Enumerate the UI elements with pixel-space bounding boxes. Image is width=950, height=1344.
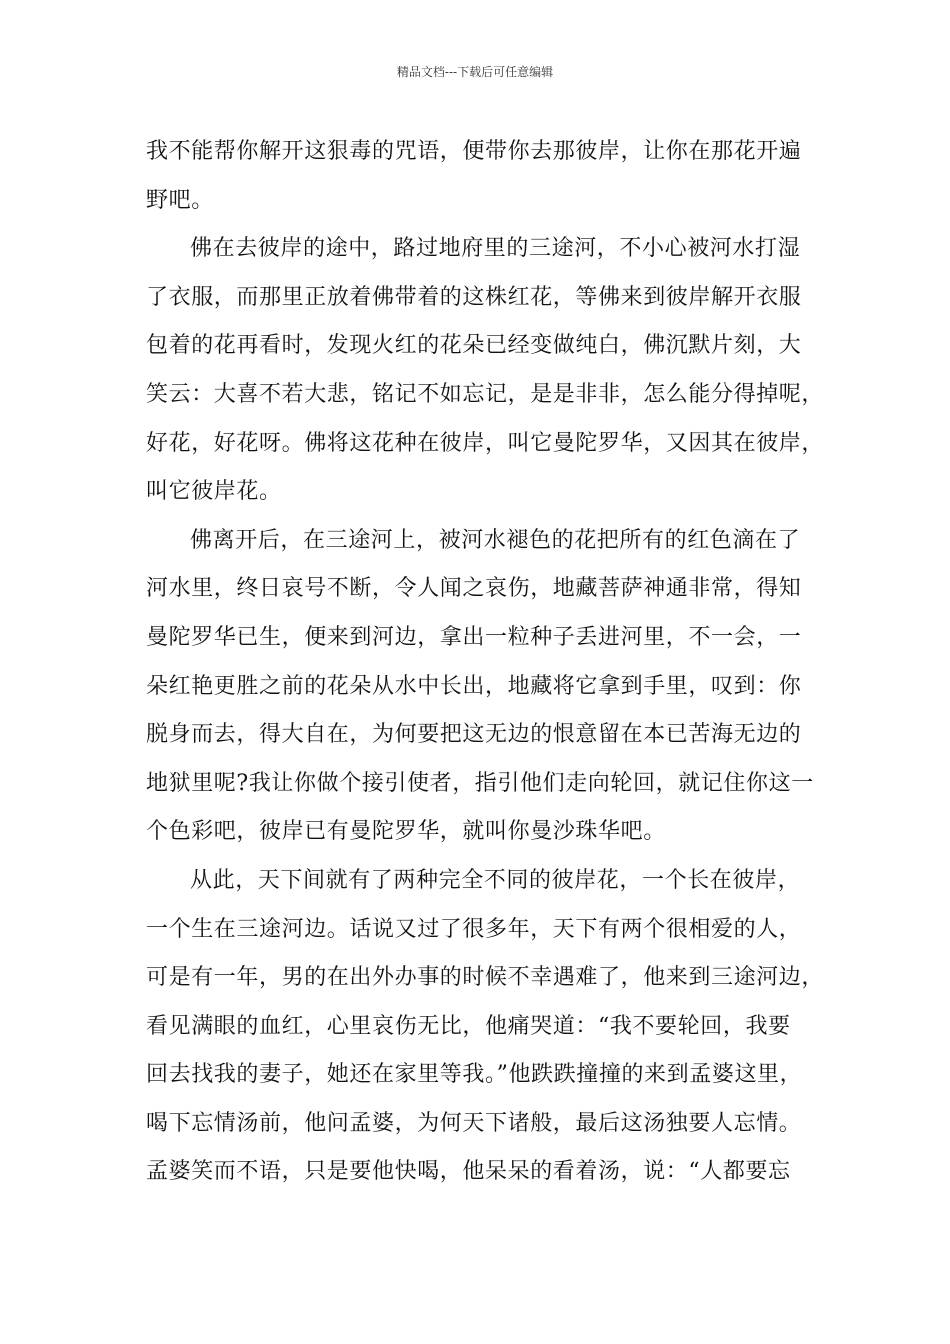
text-line-19: 看见满眼的血红，心里哀伤无比，他痛哭道：“我不要轮回，我要	[146, 1013, 791, 1039]
text-line-7: 好花，好花呀。佛将这花种在彼岸，叫它曼陀罗华，又因其在彼岸，	[146, 430, 825, 456]
text-line-2: 野吧。	[146, 187, 214, 213]
text-line-17: 一个生在三途河边。话说又过了很多年，天下有两个很相爱的人，	[146, 916, 802, 942]
text-line-5: 包着的花再看时，发现火红的花朵已经变做纯白，佛沉默片刻，大	[146, 333, 802, 359]
text-line-1: 我不能帮你解开这狠毒的咒语，便带你去那彼岸，让你在那花开遍	[146, 139, 802, 164]
text-line-10: 河水里，终日哀号不断，令人闻之哀伤，地藏菩萨神通非常，得知	[146, 576, 802, 602]
text-line-18: 可是有一年，男的在出外办事的时候不幸遇难了，他来到三途河边，	[146, 965, 825, 991]
text-line-21: 喝下忘情汤前，他问孟婆，为何天下诸般，最后这汤独要人忘情。	[146, 1110, 802, 1136]
text-line-13: 脱身而去，得大自在，为何要把这无边的恨意留在本已苦海无边的	[146, 722, 802, 748]
text-line-16: 从此，天下间就有了两种完全不同的彼岸花，一个长在彼岸，	[190, 867, 801, 893]
text-line-11: 曼陀罗华已生，便来到河边，拿出一粒种子丢进河里，不一会，一	[146, 624, 802, 650]
text-line-6: 笑云：大喜不若大悲，铭记不如忘记，是是非非，怎么能分得掉呢，	[146, 381, 825, 407]
text-line-9: 佛离开后，在三途河上，被河水褪色的花把所有的红色滴在了	[190, 527, 801, 553]
text-line-14: 地狱里呢?我让你做个接引使者，指引他们走向轮回，就记住你这一	[146, 770, 814, 796]
text-line-15: 个色彩吧，彼岸已有曼陀罗华，就叫你曼沙珠华吧。	[146, 819, 666, 845]
page-header: 精品文档---下载后可任意编辑	[396, 65, 554, 79]
text-line-20: 回去找我的妻子，她还在家里等我。”他跌跌撞撞的来到孟婆这里，	[146, 1062, 803, 1088]
document-body	[146, 132, 826, 1201]
text-line-12: 朵红艳更胜之前的花朵从水中长出，地藏将它拿到手里，叹到：你	[146, 673, 802, 699]
text-line-3: 佛在去彼岸的途中，路过地府里的三途河，不小心被河水打湿	[190, 236, 801, 262]
text-line-8: 叫它彼岸花。	[146, 479, 282, 505]
text-line-4: 了衣服，而那里正放着佛带着的这株红花，等佛来到彼岸解开衣服	[146, 284, 802, 310]
text-line-22: 孟婆笑而不语，只是要他快喝，他呆呆的看着汤，说：“人都要忘	[146, 1159, 791, 1185]
